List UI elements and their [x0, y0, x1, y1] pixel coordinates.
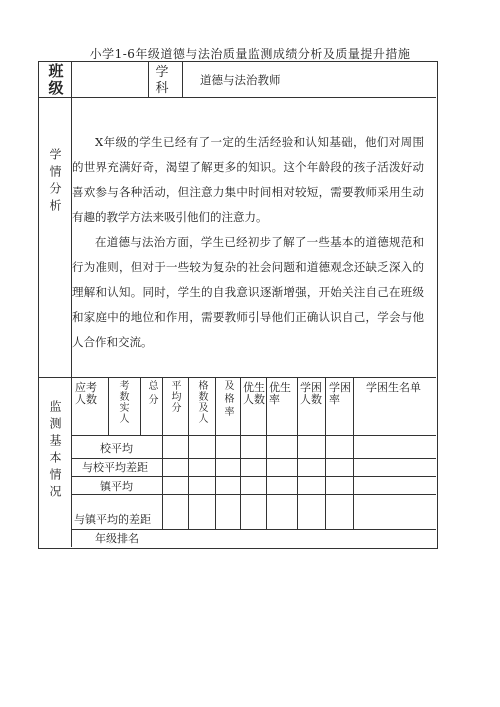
column-header: 应考人数 — [75, 381, 97, 406]
column-header: 学困率 — [329, 381, 351, 406]
subject-label: 学科 — [155, 65, 175, 96]
grid-line — [240, 377, 241, 529]
row-label: 与镇平均的差距 — [74, 513, 151, 526]
column-header: 格数及人 — [196, 380, 207, 424]
analysis-paragraph-2: 在道德与法治方面，学生已经初步了解了一些基本的道德规范和行为准则，但对于一些较为复杂的社会问题和道德观念还缺乏深入的理解和认知。同时，学生的自我意识逐渐增强，开始关注自己在班级和家庭中的地位和作用，需要教师引导他们正确认识自己，学会与他人合作和交流。 — [72, 235, 424, 349]
column-header: 及格率 — [222, 380, 233, 419]
section-divider — [38, 377, 436, 378]
header-row-divider — [38, 97, 436, 98]
grid-line — [108, 377, 109, 435]
header-divider-2 — [182, 61, 183, 97]
grid-line — [215, 377, 216, 529]
grid-line — [71, 458, 436, 459]
grid-line — [140, 377, 141, 435]
analysis-label: 学情分析 — [48, 148, 62, 216]
row-label: 年级排名 — [95, 532, 139, 545]
teacher-label: 道德与法治教师 — [200, 73, 281, 87]
monitoring-label: 监测基本情况 — [48, 400, 62, 502]
row-label: 与校平均差距 — [82, 461, 148, 474]
grid-line — [266, 377, 267, 529]
grid-line — [325, 377, 326, 529]
class-label: 班级 — [48, 62, 64, 97]
column-header: 总分 — [146, 380, 157, 408]
column-header: 学困人数 — [300, 381, 322, 406]
analysis-paragraph-1: X年级的学生已经有了一定的生活经验和认知基础，他们对周围的世界充满好奇，渴望了解更多的知识。这个年龄段的孩子活泼好动喜欢参与各种活动，但注意力集中时间相对较短，需要教师采用生动有趣的教学方法来吸引他们的注意力。 — [72, 135, 424, 224]
column-header: 学困生名单 — [366, 381, 421, 394]
grid-line — [71, 435, 436, 436]
grid-line — [353, 377, 354, 529]
grid-line — [71, 494, 436, 495]
grid-line — [71, 476, 436, 477]
grid-line — [188, 377, 189, 529]
grid-line — [162, 377, 163, 529]
grid-line — [297, 377, 298, 529]
row-label: 镇平均 — [100, 480, 133, 493]
grid-line — [71, 529, 436, 530]
document-title: 小学1-6年级道德与法治质量监测成绩分析及质量提升措施 — [89, 47, 411, 61]
column-header: 优生率 — [269, 381, 291, 406]
column-header: 平均分 — [169, 380, 180, 413]
column-header: 考数实人 — [117, 380, 128, 424]
row-label: 校平均 — [100, 442, 133, 455]
header-divider-1 — [148, 61, 149, 97]
column-header: 优生人数 — [243, 381, 265, 406]
